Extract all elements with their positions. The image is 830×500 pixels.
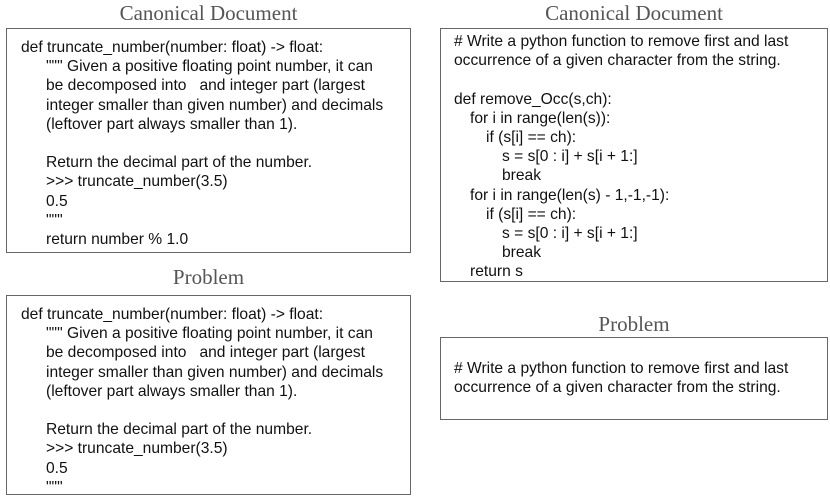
right-canonical-heading: Canonical Document <box>545 1 723 25</box>
right-problem-heading: Problem <box>598 312 670 336</box>
code-line: s = s[0 : i] + s[i + 1:] <box>502 224 638 242</box>
code-line: break <box>502 167 542 185</box>
left-problem-box <box>6 295 411 495</box>
code-line: return number % 1.0 <box>46 230 189 248</box>
blank-line <box>454 70 815 89</box>
left-problem-heading: Problem <box>172 265 245 289</box>
code-line: for i in range(len(s) - 1,-1,-1): <box>470 186 670 204</box>
code-line: occurrence of a given character from the string. <box>454 52 781 70</box>
code-line: # Write a python function to remove first and last <box>454 33 789 50</box>
code-line: """ <box>46 211 63 229</box>
code-line: def remove_Occ(s,ch): <box>454 90 612 108</box>
code-line: if (s[i] == ch): <box>486 205 577 223</box>
code-line: def truncate_number(number: float) -> float: <box>21 306 324 323</box>
code-line: s = s[0 : i] + s[i + 1:] <box>502 148 638 166</box>
code-line: if (s[i] == ch): <box>486 128 577 146</box>
right-problem-box <box>440 337 828 420</box>
code-line: # Write a python function to remove first and last <box>454 360 789 377</box>
blank-line <box>21 401 398 420</box>
code-line: return s <box>470 263 523 281</box>
code-line: """ Given a positive floating point number, it can <box>46 325 373 343</box>
right-canonical-document-box <box>440 28 828 282</box>
code-line: integer smaller than given number) and decimals <box>46 363 384 381</box>
code-line: """ <box>46 478 63 496</box>
code-line: Return the decimal part of the number. <box>46 154 313 172</box>
code-line: >>> truncate_number(3.5) <box>46 173 228 191</box>
code-line: 0.5 <box>46 192 68 210</box>
code-line: """ Given a positive floating point number, it can <box>46 58 373 76</box>
code-line: occurrence of a given character from the string. <box>454 379 781 397</box>
code-line: (leftover part always smaller than 1). <box>46 382 298 400</box>
code-line: break <box>502 244 542 262</box>
left-canonical-heading: Canonical Document <box>119 1 298 25</box>
code-line: >>> truncate_number(3.5) <box>46 440 228 458</box>
code-line: def truncate_number(number: float) -> float: <box>21 39 324 56</box>
code-line: integer smaller than given number) and decimals <box>46 96 384 114</box>
left-canonical-document-box <box>6 28 411 253</box>
code-line: Return the decimal part of the number. <box>46 421 313 439</box>
blank-line <box>21 134 398 153</box>
code-line: be decomposed into and integer part (largest <box>46 344 366 362</box>
code-line: 0.5 <box>46 459 68 477</box>
code-line: (leftover part always smaller than 1). <box>46 115 298 133</box>
code-line: for i in range(len(s)): <box>470 109 611 127</box>
code-line: be decomposed into and integer part (largest <box>46 77 366 95</box>
